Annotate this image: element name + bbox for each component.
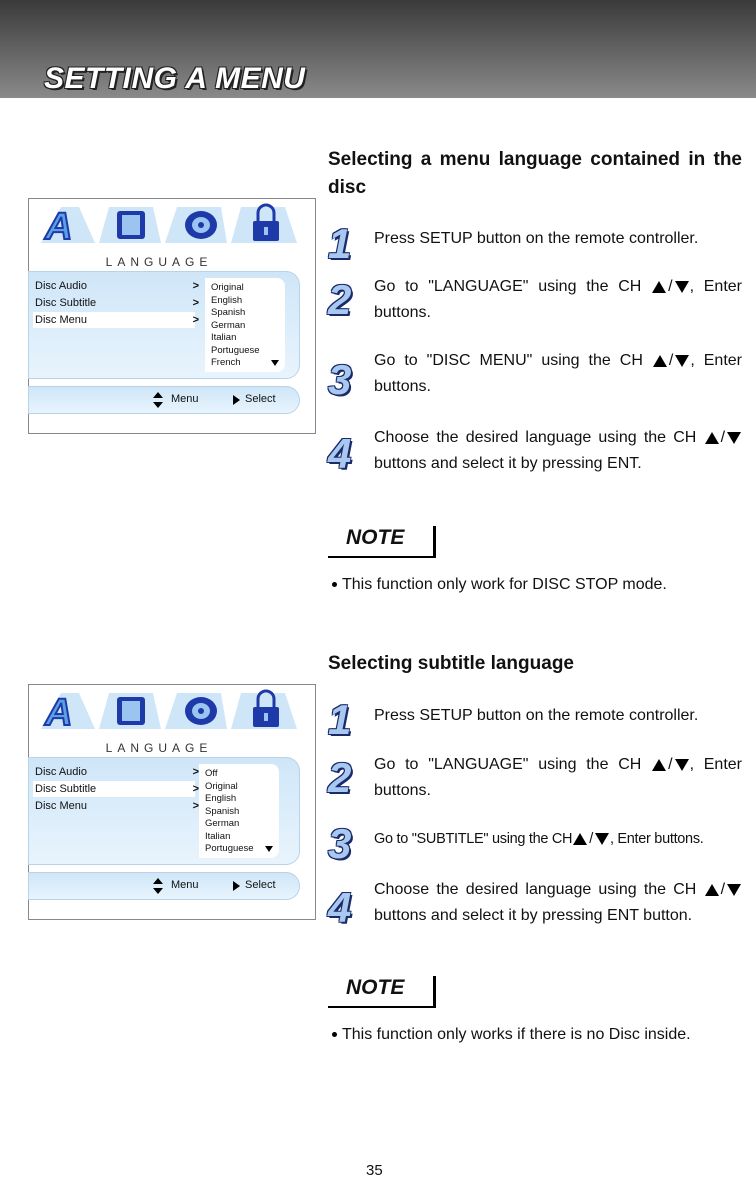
chevron-right-icon: > xyxy=(192,280,199,292)
step-number: 3 xyxy=(328,820,352,867)
audio-tab-icon xyxy=(165,207,227,243)
step-number: 3 xyxy=(328,356,352,403)
menu-panel xyxy=(28,757,300,865)
step-text: Go to "DISC MENU" using the CH / , Enter buttons. xyxy=(374,352,742,396)
language-tab-icon xyxy=(41,692,95,734)
chevron-right-icon: > xyxy=(192,800,199,812)
menu-hint-label: Menu xyxy=(171,879,199,891)
step-text: Go to "SUBTITLE" using the CH / , Enter buttons. xyxy=(374,831,704,848)
down-arrow-icon xyxy=(727,884,741,896)
play-icon xyxy=(233,881,240,891)
step-number: 4 xyxy=(328,884,352,931)
menu-title: LANGUAGE xyxy=(105,741,213,755)
setup-icon-bar xyxy=(29,685,315,741)
menu-title: LANGUAGE xyxy=(105,255,213,269)
up-down-arrow-icon xyxy=(153,392,163,408)
option[interactable]: Spanish xyxy=(205,805,240,817)
down-arrow-icon xyxy=(727,432,741,444)
setup-icon-bar xyxy=(29,199,315,255)
audio-tab-icon xyxy=(165,693,227,729)
option[interactable]: German xyxy=(205,818,240,829)
bullet-icon xyxy=(332,582,337,587)
up-arrow-icon xyxy=(573,833,587,845)
page-number: 35 xyxy=(366,1162,383,1179)
option[interactable]: German xyxy=(211,319,246,331)
select-hint-label: Select xyxy=(245,879,276,891)
up-arrow-icon xyxy=(652,759,666,771)
step-text: Choose the desired language using the CH / buttons and select it by pressing ENT. xyxy=(374,425,742,477)
step-number: 1 xyxy=(328,220,352,267)
language-tab-icon xyxy=(41,206,95,248)
step-text: Press SETUP button on the remote controller. xyxy=(374,230,699,247)
chevron-right-icon: > xyxy=(192,783,199,795)
menu-item-disc-subtitle[interactable]: Disc Subtitle > xyxy=(35,783,199,795)
menu-item-disc-audio[interactable]: Disc Audio > xyxy=(35,280,199,292)
option[interactable]: French xyxy=(211,357,241,368)
page-title: SETTING A MENU xyxy=(44,62,306,95)
up-down-arrow-icon xyxy=(153,878,163,894)
menu-item-disc-subtitle[interactable]: Disc Subtitle > xyxy=(35,297,199,309)
display-tab-icon xyxy=(99,207,161,243)
display-tab-icon xyxy=(99,693,161,729)
note-label-box xyxy=(328,976,436,1008)
option[interactable]: Spanish xyxy=(211,307,246,318)
step-text: Choose the desired language using the CH / buttons and select it by pressing ENT button. xyxy=(374,877,742,929)
select-hint-label: Select xyxy=(245,393,276,405)
lock-tab-icon xyxy=(231,205,297,243)
step-text: Go to "LANGUAGE" using the CH / , Enter buttons. xyxy=(374,278,743,322)
bullet-icon xyxy=(332,1032,337,1037)
step-text: Press SETUP button on the remote controller. xyxy=(374,707,699,724)
svg-text:A: A xyxy=(45,692,73,734)
down-arrow-icon xyxy=(675,281,689,293)
language-options-list xyxy=(205,278,285,372)
menu-hint-bar xyxy=(28,872,300,900)
chevron-right-icon: > xyxy=(192,766,199,778)
menu-item-disc-menu[interactable]: Disc Menu > xyxy=(35,800,199,812)
setup-menu-screen xyxy=(28,684,316,920)
step-number: 2 xyxy=(328,276,352,323)
option[interactable]: English xyxy=(205,793,237,804)
setup-menu-screen xyxy=(28,198,316,434)
step-text: Go to "LANGUAGE" using the CH / , Enter buttons. xyxy=(374,756,743,800)
lock-tab-icon xyxy=(231,691,297,729)
chevron-right-icon: > xyxy=(192,314,199,326)
menu-hint-label: Menu xyxy=(171,393,199,405)
note-label-box xyxy=(328,526,436,558)
chevron-right-icon: > xyxy=(192,297,199,309)
option[interactable]: Italian xyxy=(211,332,237,343)
up-arrow-icon xyxy=(652,281,666,293)
option[interactable]: Original xyxy=(211,282,244,293)
down-arrow-icon xyxy=(595,833,609,845)
menu-panel xyxy=(28,271,300,379)
down-arrow-icon xyxy=(675,355,689,367)
section2-title: Selecting subtitle language xyxy=(328,653,574,674)
svg-text:A: A xyxy=(45,206,73,248)
option[interactable]: Off xyxy=(205,768,218,779)
option[interactable]: English xyxy=(211,294,243,306)
option[interactable]: Original xyxy=(205,780,238,792)
scroll-down-icon xyxy=(271,360,279,366)
up-arrow-icon xyxy=(705,884,719,896)
menu-item-disc-menu[interactable]: Disc Menu > xyxy=(35,314,199,326)
language-options-list xyxy=(199,764,279,858)
page-header xyxy=(0,0,756,98)
play-icon xyxy=(233,395,240,405)
option[interactable]: Portuguese xyxy=(205,843,254,854)
note-text: This function only works if there is no Disc inside. xyxy=(332,1026,691,1044)
down-arrow-icon xyxy=(675,759,689,771)
section1-title: Selecting a menu language contained in the disc xyxy=(328,149,742,198)
option[interactable]: Italian xyxy=(205,830,231,842)
menu-item-disc-audio[interactable]: Disc Audio > xyxy=(35,766,199,778)
up-arrow-icon xyxy=(705,432,719,444)
scroll-down-icon xyxy=(265,846,273,852)
step-number: 1 xyxy=(328,696,352,743)
note-text: This function only work for DISC STOP mode. xyxy=(332,576,667,594)
note-label: NOTE xyxy=(346,526,405,549)
note-label: NOTE xyxy=(346,976,405,999)
step-number: 4 xyxy=(328,430,352,477)
step-number: 2 xyxy=(328,754,352,801)
up-arrow-icon xyxy=(653,355,667,367)
menu-hint-bar xyxy=(28,386,300,414)
option[interactable]: Portuguese xyxy=(211,344,260,356)
